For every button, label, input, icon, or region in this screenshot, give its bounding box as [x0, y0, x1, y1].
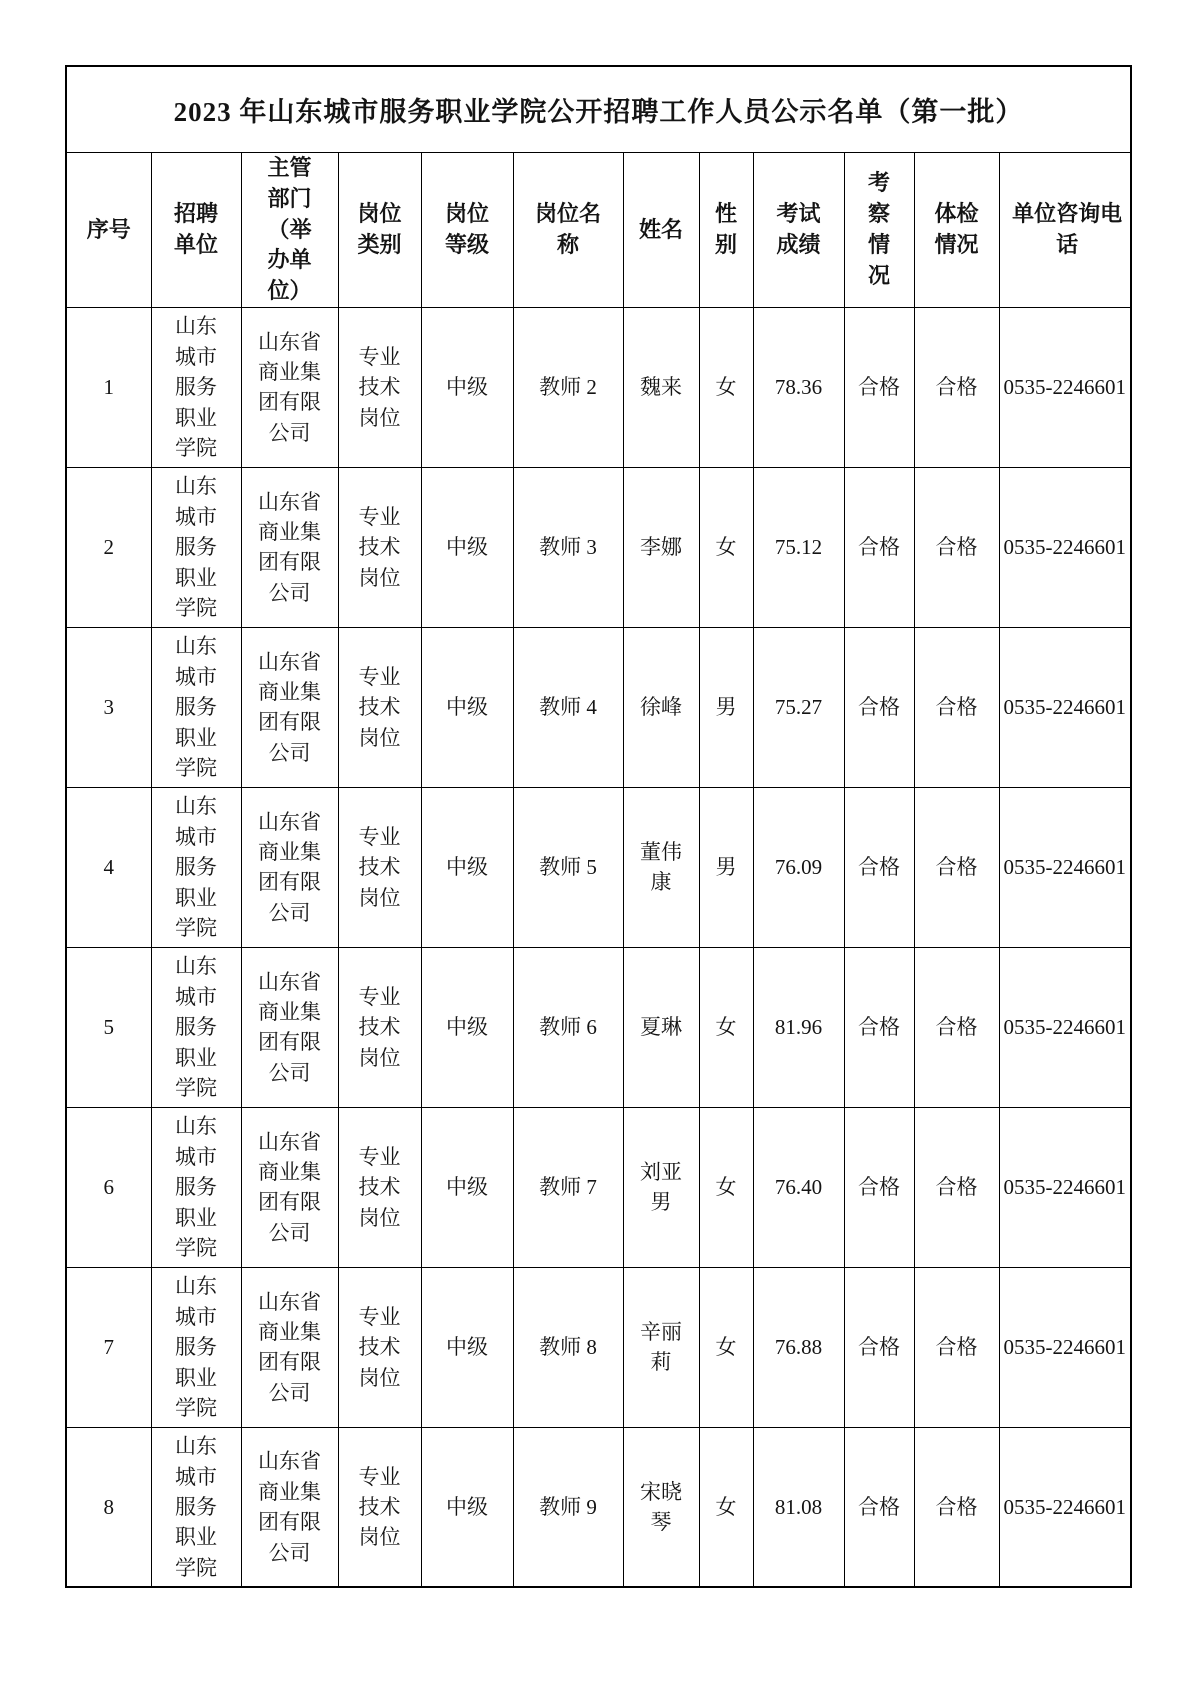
table-row [66, 1427, 1131, 1587]
cell-value: 中级 [446, 1495, 488, 1520]
cell-value: 81.96 [774, 1015, 823, 1040]
cell-value: 合格 [935, 1175, 978, 1200]
cell-recruiting-unit [151, 627, 241, 787]
cell-value: 教师 8 [539, 1335, 597, 1360]
cell-name [623, 1107, 699, 1267]
cell-value: 男 [715, 855, 737, 880]
cell-gender [699, 627, 753, 787]
cell-value: 6 [103, 1175, 114, 1200]
column-header-name [623, 153, 699, 308]
cell-value: 教师 2 [539, 375, 597, 400]
cell-value: 山东城市服务职业学院 [175, 1274, 217, 1421]
cell-position-name [513, 467, 623, 627]
cell-value: 山东城市服务职业学院 [175, 634, 217, 781]
cell-contact-phone [999, 467, 1131, 627]
cell-value: 夏琳 [640, 1015, 682, 1040]
cell-inspection-result [844, 947, 914, 1107]
cell-physical-exam-result [914, 1267, 999, 1427]
cell-physical-exam-result [914, 627, 999, 787]
cell-position-level [421, 307, 513, 467]
cell-name [623, 627, 699, 787]
cell-physical-exam-result [914, 787, 999, 947]
cell-value: 合格 [935, 1335, 978, 1360]
cell-value: 教师 7 [539, 1175, 597, 1200]
cell-supervising-dept [241, 467, 338, 627]
cell-supervising-dept [241, 1427, 338, 1587]
column-header-exam-score [753, 153, 844, 308]
cell-value: 教师 5 [539, 855, 597, 880]
cell-value: 辛丽莉 [640, 1320, 682, 1375]
cell-position-name [513, 1267, 623, 1427]
cell-value: 中级 [446, 375, 488, 400]
cell-position-category [338, 627, 421, 787]
cell-exam-score [753, 947, 844, 1107]
cell-exam-score [753, 787, 844, 947]
cell-inspection-result [844, 467, 914, 627]
cell-exam-score [753, 467, 844, 627]
cell-physical-exam-result [914, 1427, 999, 1587]
cell-name [623, 467, 699, 627]
cell-value: 4 [103, 855, 114, 880]
column-header-label: 岗位名称 [534, 201, 601, 257]
cell-supervising-dept [241, 307, 338, 467]
cell-value: 教师 6 [539, 1015, 597, 1040]
cell-index [66, 787, 151, 947]
cell-value: 中级 [446, 1335, 488, 1360]
cell-position-category [338, 947, 421, 1107]
column-header-label: 姓名 [638, 216, 683, 242]
cell-contact-phone [999, 1427, 1131, 1587]
column-header-supervising-dept [241, 153, 338, 308]
cell-value: 75.12 [774, 535, 823, 560]
cell-supervising-dept [241, 947, 338, 1107]
cell-exam-score [753, 627, 844, 787]
cell-value: 专业技术岗位 [358, 1464, 401, 1550]
cell-value: 1 [103, 375, 114, 400]
cell-value: 徐峰 [640, 695, 682, 720]
cell-position-name [513, 307, 623, 467]
column-header-label: 岗位类别 [357, 201, 402, 257]
cell-value: 中级 [446, 535, 488, 560]
cell-value: 合格 [935, 535, 978, 560]
cell-value: 山东城市服务职业学院 [175, 1114, 217, 1261]
cell-value: 专业技术岗位 [358, 1144, 401, 1230]
cell-value: 专业技术岗位 [358, 984, 401, 1070]
cell-recruiting-unit [151, 947, 241, 1107]
cell-position-level [421, 947, 513, 1107]
column-header-gender [699, 153, 753, 308]
cell-contact-phone [999, 787, 1131, 947]
cell-exam-score [753, 1267, 844, 1427]
cell-value: 董伟康 [640, 840, 682, 895]
cell-exam-score [753, 1427, 844, 1587]
document-title: 2023 年山东城市服务职业学院公开招聘工作人员公示名单（第一批） [66, 66, 1131, 153]
cell-position-category [338, 467, 421, 627]
cell-value: 3 [103, 695, 114, 720]
cell-supervising-dept [241, 1107, 338, 1267]
cell-recruiting-unit [151, 467, 241, 627]
cell-position-name [513, 627, 623, 787]
column-header-label: 性别 [714, 201, 737, 257]
column-header-label: 序号 [86, 216, 131, 242]
table-row [66, 787, 1131, 947]
cell-value: 山东省商业集团有限公司 [258, 1449, 321, 1565]
table-row [66, 627, 1131, 787]
cell-value: 合格 [858, 375, 900, 400]
cell-value: 合格 [935, 1015, 978, 1040]
column-header-label: 岗位等级 [444, 201, 489, 257]
table-title-row [66, 66, 1131, 153]
cell-value: 0535-2246601 [1003, 1495, 1127, 1520]
cell-recruiting-unit [151, 307, 241, 467]
cell-value: 专业技术岗位 [358, 664, 401, 750]
cell-inspection-result [844, 627, 914, 787]
column-header-position-level [421, 153, 513, 308]
table-row [66, 307, 1131, 467]
cell-contact-phone [999, 307, 1131, 467]
cell-value: 78.36 [774, 375, 823, 400]
cell-name [623, 1267, 699, 1427]
cell-value: 76.40 [774, 1175, 823, 1200]
column-header-recruiting-unit [151, 153, 241, 308]
cell-inspection-result [844, 1267, 914, 1427]
cell-position-category [338, 1267, 421, 1427]
cell-value: 山东城市服务职业学院 [175, 794, 217, 941]
cell-value: 山东省商业集团有限公司 [258, 809, 321, 925]
cell-index [66, 307, 151, 467]
cell-value: 刘亚男 [640, 1160, 682, 1215]
cell-value: 山东省商业集团有限公司 [258, 1289, 321, 1405]
cell-recruiting-unit [151, 1427, 241, 1587]
cell-gender [699, 1427, 753, 1587]
cell-value: 专业技术岗位 [358, 824, 401, 910]
cell-position-category [338, 307, 421, 467]
cell-value: 0535-2246601 [1003, 695, 1127, 720]
cell-value: 7 [103, 1335, 114, 1360]
cell-value: 女 [715, 1015, 737, 1040]
column-header-position-name [513, 153, 623, 308]
cell-value: 山东城市服务职业学院 [175, 1434, 217, 1580]
cell-value: 合格 [858, 1335, 900, 1360]
cell-value: 81.08 [774, 1495, 823, 1520]
cell-index [66, 467, 151, 627]
cell-position-name [513, 1427, 623, 1587]
cell-value: 合格 [858, 535, 900, 560]
cell-contact-phone [999, 1267, 1131, 1427]
column-header-physical-exam-result [914, 153, 999, 308]
cell-value: 女 [715, 535, 737, 560]
cell-exam-score [753, 1107, 844, 1267]
cell-value: 中级 [446, 1175, 488, 1200]
cell-recruiting-unit [151, 1267, 241, 1427]
cell-value: 5 [103, 1015, 114, 1040]
cell-value: 山东省商业集团有限公司 [258, 649, 321, 765]
cell-value: 山东省商业集团有限公司 [258, 329, 321, 445]
cell-value: 中级 [446, 1015, 488, 1040]
column-header-inspection-result [844, 153, 914, 308]
cell-value: 75.27 [774, 695, 823, 720]
cell-value: 0535-2246601 [1003, 1175, 1127, 1200]
cell-contact-phone [999, 627, 1131, 787]
cell-physical-exam-result [914, 467, 999, 627]
cell-exam-score [753, 307, 844, 467]
cell-gender [699, 1107, 753, 1267]
cell-position-level [421, 1107, 513, 1267]
cell-value: 李娜 [640, 535, 682, 560]
cell-position-name [513, 1107, 623, 1267]
cell-value: 0535-2246601 [1003, 1015, 1127, 1040]
cell-value: 专业技术岗位 [358, 504, 401, 590]
cell-value: 合格 [858, 855, 900, 880]
cell-name [623, 947, 699, 1107]
cell-physical-exam-result [914, 947, 999, 1107]
cell-position-level [421, 467, 513, 627]
cell-name [623, 1427, 699, 1587]
cell-gender [699, 467, 753, 627]
cell-position-level [421, 1427, 513, 1587]
cell-value: 女 [715, 1175, 737, 1200]
cell-value: 教师 4 [539, 695, 597, 720]
cell-value: 山东城市服务职业学院 [175, 314, 217, 461]
cell-value: 魏来 [640, 375, 682, 400]
cell-position-level [421, 787, 513, 947]
cell-position-category [338, 1107, 421, 1267]
cell-value: 0535-2246601 [1003, 535, 1127, 560]
cell-value: 宋晓琴 [640, 1479, 682, 1535]
table-row [66, 467, 1131, 627]
cell-value: 山东城市服务职业学院 [175, 474, 217, 621]
cell-position-category [338, 1427, 421, 1587]
cell-value: 合格 [935, 1495, 978, 1520]
cell-value: 8 [103, 1495, 114, 1520]
column-header-label: 体检情况 [934, 201, 979, 257]
cell-recruiting-unit [151, 787, 241, 947]
column-header-contact-phone [999, 153, 1131, 308]
cell-value: 山东省商业集团有限公司 [258, 1129, 321, 1245]
column-header-position-category [338, 153, 421, 308]
cell-value: 女 [715, 1495, 737, 1520]
cell-physical-exam-result [914, 307, 999, 467]
cell-gender [699, 787, 753, 947]
cell-value: 专业技术岗位 [358, 1304, 401, 1390]
cell-value: 合格 [935, 695, 978, 720]
cell-index [66, 1267, 151, 1427]
cell-inspection-result [844, 1107, 914, 1267]
column-header-label: 考试成绩 [776, 201, 821, 257]
table-row [66, 947, 1131, 1107]
cell-value: 合格 [858, 1495, 900, 1520]
cell-value: 教师 3 [539, 535, 597, 560]
cell-position-level [421, 627, 513, 787]
cell-gender [699, 1267, 753, 1427]
cell-value: 合格 [858, 695, 900, 720]
cell-value: 山东城市服务职业学院 [175, 954, 217, 1101]
cell-contact-phone [999, 947, 1131, 1107]
cell-value: 女 [715, 1335, 737, 1360]
cell-value: 合格 [935, 855, 978, 880]
cell-name [623, 307, 699, 467]
cell-value: 专业技术岗位 [358, 344, 401, 430]
cell-value: 山东省商业集团有限公司 [258, 489, 321, 605]
cell-value: 中级 [446, 695, 488, 720]
cell-inspection-result [844, 307, 914, 467]
cell-inspection-result [844, 787, 914, 947]
recruitment-announcement-table [65, 65, 1132, 1588]
cell-position-category [338, 787, 421, 947]
table-row [66, 1267, 1131, 1427]
table-header-row [66, 153, 1131, 308]
cell-value: 男 [715, 695, 737, 720]
cell-value: 合格 [935, 375, 978, 400]
cell-gender [699, 307, 753, 467]
cell-value: 0535-2246601 [1003, 1335, 1127, 1360]
cell-index [66, 947, 151, 1107]
cell-value: 2 [103, 535, 114, 560]
column-header-label: 单位咨询电话 [1012, 201, 1123, 257]
column-header-index [66, 153, 151, 308]
cell-gender [699, 947, 753, 1107]
cell-position-name [513, 947, 623, 1107]
cell-position-name [513, 787, 623, 947]
cell-value: 0535-2246601 [1003, 855, 1127, 880]
cell-position-level [421, 1267, 513, 1427]
cell-value: 76.09 [774, 855, 823, 880]
cell-inspection-result [844, 1427, 914, 1587]
column-header-label: 主管部门（举办单位） [267, 155, 312, 304]
cell-index [66, 1107, 151, 1267]
cell-physical-exam-result [914, 1107, 999, 1267]
cell-value: 女 [715, 375, 737, 400]
cell-index [66, 1427, 151, 1587]
cell-value: 合格 [858, 1015, 900, 1040]
cell-recruiting-unit [151, 1107, 241, 1267]
cell-index [66, 627, 151, 787]
cell-value: 教师 9 [539, 1495, 597, 1520]
cell-contact-phone [999, 1107, 1131, 1267]
column-header-label: 招聘单位 [173, 201, 218, 257]
cell-value: 0535-2246601 [1003, 375, 1127, 400]
cell-name [623, 787, 699, 947]
cell-value: 76.88 [774, 1335, 823, 1360]
cell-supervising-dept [241, 1267, 338, 1427]
table-row [66, 1107, 1131, 1267]
cell-supervising-dept [241, 787, 338, 947]
cell-value: 山东省商业集团有限公司 [258, 969, 321, 1085]
column-header-label: 考察情况 [867, 170, 890, 288]
cell-supervising-dept [241, 627, 338, 787]
cell-value: 合格 [858, 1175, 900, 1200]
cell-value: 中级 [446, 855, 488, 880]
